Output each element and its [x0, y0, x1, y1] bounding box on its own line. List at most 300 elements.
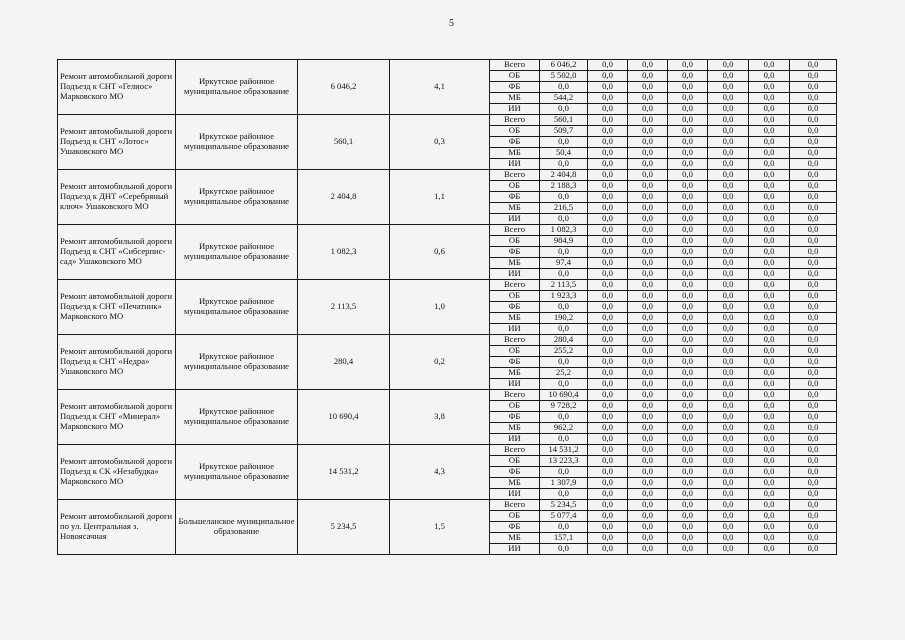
year-value: 0,0 [749, 489, 790, 500]
year-value: 0,0 [588, 522, 628, 533]
year-value: 0,0 [790, 258, 837, 269]
year-value: 0,0 [790, 467, 837, 478]
year-value: 0,0 [708, 500, 749, 511]
year-value: 0,0 [628, 390, 668, 401]
year-value: 0,0 [588, 423, 628, 434]
year-value: 0,0 [668, 379, 708, 390]
project-length: 1,1 [390, 170, 490, 225]
project-length: 1,0 [390, 280, 490, 335]
year-value: 0,0 [749, 368, 790, 379]
year-value: 0,0 [790, 500, 837, 511]
funding-source: ФБ [490, 412, 540, 423]
funding-source: ФБ [490, 247, 540, 258]
year-value: 0,0 [790, 236, 837, 247]
funding-total: 0,0 [540, 302, 588, 313]
year-value: 0,0 [708, 335, 749, 346]
funding-total: 962,2 [540, 423, 588, 434]
year-value: 0,0 [588, 93, 628, 104]
project-length: 1,5 [390, 500, 490, 555]
year-value: 0,0 [708, 544, 749, 555]
year-value: 0,0 [708, 434, 749, 445]
year-value: 0,0 [668, 401, 708, 412]
year-value: 0,0 [668, 148, 708, 159]
funding-source: Всего [490, 115, 540, 126]
year-value: 0,0 [708, 313, 749, 324]
year-value: 0,0 [628, 445, 668, 456]
year-value: 0,0 [790, 368, 837, 379]
year-value: 0,0 [628, 302, 668, 313]
table-row [58, 115, 837, 126]
project-length: 4,1 [390, 60, 490, 115]
year-value: 0,0 [749, 412, 790, 423]
year-value: 0,0 [790, 247, 837, 258]
funding-source: Всего [490, 445, 540, 456]
table-row [58, 170, 837, 181]
year-value: 0,0 [628, 82, 668, 93]
year-value: 0,0 [668, 269, 708, 280]
year-value: 0,0 [749, 104, 790, 115]
funding-source: ОБ [490, 71, 540, 82]
year-value: 0,0 [749, 445, 790, 456]
year-value: 0,0 [668, 71, 708, 82]
year-value: 0,0 [588, 60, 628, 71]
funding-source: ОБ [490, 346, 540, 357]
year-value: 0,0 [588, 181, 628, 192]
year-value: 0,0 [588, 148, 628, 159]
year-value: 0,0 [708, 225, 749, 236]
funding-source: Всего [490, 170, 540, 181]
year-value: 0,0 [749, 126, 790, 137]
project-organization: Иркутское районное муниципальное образование [176, 445, 298, 500]
funding-total: 9 728,2 [540, 401, 588, 412]
year-value: 0,0 [628, 379, 668, 390]
year-value: 0,0 [588, 71, 628, 82]
year-value: 0,0 [708, 390, 749, 401]
funding-total: 1 082,3 [540, 225, 588, 236]
year-value: 0,0 [790, 379, 837, 390]
year-value: 0,0 [708, 60, 749, 71]
year-value: 0,0 [749, 401, 790, 412]
year-value: 0,0 [749, 434, 790, 445]
year-value: 0,0 [749, 346, 790, 357]
year-value: 0,0 [749, 269, 790, 280]
year-value: 0,0 [668, 423, 708, 434]
year-value: 0,0 [668, 126, 708, 137]
funding-source: Всего [490, 390, 540, 401]
year-value: 0,0 [749, 71, 790, 82]
year-value: 0,0 [628, 500, 668, 511]
project-name: Ремонт автомобильной дороги Подъезд к СК «Незабудка» Марковского МО [58, 445, 176, 500]
year-value: 0,0 [588, 335, 628, 346]
year-value: 0,0 [708, 137, 749, 148]
year-value: 0,0 [588, 467, 628, 478]
year-value: 0,0 [588, 313, 628, 324]
year-value: 0,0 [668, 412, 708, 423]
funding-source: Всего [490, 225, 540, 236]
year-value: 0,0 [790, 302, 837, 313]
funding-source: ОБ [490, 291, 540, 302]
funding-source: МБ [490, 423, 540, 434]
year-value: 0,0 [790, 445, 837, 456]
year-value: 0,0 [668, 544, 708, 555]
year-value: 0,0 [790, 489, 837, 500]
funding-total: 1 307,9 [540, 478, 588, 489]
year-value: 0,0 [790, 71, 837, 82]
year-value: 0,0 [708, 346, 749, 357]
project-name: Ремонт автомобильной дороги Подъезд к СНТ «Сибсерпис-сад» Ушаковского МО [58, 225, 176, 280]
year-value: 0,0 [668, 291, 708, 302]
funding-source: ФБ [490, 522, 540, 533]
year-value: 0,0 [588, 346, 628, 357]
year-value: 0,0 [708, 148, 749, 159]
funding-total: 1 923,3 [540, 291, 588, 302]
year-value: 0,0 [628, 324, 668, 335]
project-length: 0,2 [390, 335, 490, 390]
table-row [58, 280, 837, 291]
year-value: 0,0 [749, 324, 790, 335]
funding-source: ФБ [490, 82, 540, 93]
year-value: 0,0 [668, 214, 708, 225]
year-value: 0,0 [790, 434, 837, 445]
year-value: 0,0 [628, 269, 668, 280]
year-value: 0,0 [588, 280, 628, 291]
year-value: 0,0 [708, 170, 749, 181]
funding-source: ИИ [490, 214, 540, 225]
year-value: 0,0 [588, 247, 628, 258]
funding-source: ИИ [490, 269, 540, 280]
year-value: 0,0 [749, 511, 790, 522]
year-value: 0,0 [790, 346, 837, 357]
year-value: 0,0 [749, 192, 790, 203]
year-value: 0,0 [668, 203, 708, 214]
year-value: 0,0 [588, 203, 628, 214]
project-organization: Большеланское муниципальное образование [176, 500, 298, 555]
funding-total: 216,5 [540, 203, 588, 214]
funding-source: Всего [490, 280, 540, 291]
year-value: 0,0 [588, 401, 628, 412]
year-value: 0,0 [749, 379, 790, 390]
year-value: 0,0 [749, 236, 790, 247]
year-value: 0,0 [588, 137, 628, 148]
funding-source: ФБ [490, 137, 540, 148]
year-value: 0,0 [708, 412, 749, 423]
year-value: 0,0 [668, 93, 708, 104]
year-value: 0,0 [749, 302, 790, 313]
year-value: 0,0 [668, 247, 708, 258]
funding-total: 50,4 [540, 148, 588, 159]
year-value: 0,0 [588, 412, 628, 423]
year-value: 0,0 [749, 313, 790, 324]
year-value: 0,0 [628, 335, 668, 346]
funding-source: МБ [490, 93, 540, 104]
year-value: 0,0 [749, 60, 790, 71]
project-name: Ремонт автомобильной дороги Подъезд к СНТ «Минерал» Марковского МО [58, 390, 176, 445]
funding-source: ИИ [490, 104, 540, 115]
year-value: 0,0 [628, 93, 668, 104]
funding-table [57, 59, 837, 555]
year-value: 0,0 [790, 137, 837, 148]
year-value: 0,0 [588, 324, 628, 335]
funding-total: 0,0 [540, 247, 588, 258]
year-value: 0,0 [790, 423, 837, 434]
year-value: 0,0 [668, 82, 708, 93]
year-value: 0,0 [628, 434, 668, 445]
funding-source: МБ [490, 368, 540, 379]
year-value: 0,0 [668, 467, 708, 478]
year-value: 0,0 [628, 456, 668, 467]
funding-total: 255,2 [540, 346, 588, 357]
year-value: 0,0 [790, 181, 837, 192]
year-value: 0,0 [668, 159, 708, 170]
year-value: 0,0 [588, 82, 628, 93]
funding-total: 0,0 [540, 379, 588, 390]
funding-source: ИИ [490, 379, 540, 390]
year-value: 0,0 [588, 434, 628, 445]
project-organization: Иркутское районное муниципальное образование [176, 280, 298, 335]
year-value: 0,0 [708, 82, 749, 93]
funding-source: ИИ [490, 324, 540, 335]
year-value: 0,0 [708, 159, 749, 170]
year-value: 0,0 [588, 478, 628, 489]
project-length: 3,8 [390, 390, 490, 445]
year-value: 0,0 [749, 115, 790, 126]
project-name: Ремонт автомобильной дороги Подъезд к СНТ «Печатник» Марковского МО [58, 280, 176, 335]
year-value: 0,0 [708, 533, 749, 544]
year-value: 0,0 [749, 82, 790, 93]
year-value: 0,0 [588, 225, 628, 236]
year-value: 0,0 [668, 236, 708, 247]
funding-total: 509,7 [540, 126, 588, 137]
year-value: 0,0 [668, 335, 708, 346]
year-value: 0,0 [790, 170, 837, 181]
year-value: 0,0 [790, 291, 837, 302]
year-value: 0,0 [628, 225, 668, 236]
funding-source: ОБ [490, 401, 540, 412]
year-value: 0,0 [790, 412, 837, 423]
year-value: 0,0 [588, 104, 628, 115]
year-value: 0,0 [668, 170, 708, 181]
year-value: 0,0 [790, 82, 837, 93]
project-length: 0,3 [390, 115, 490, 170]
year-value: 0,0 [628, 236, 668, 247]
year-value: 0,0 [749, 159, 790, 170]
funding-total: 13 223,3 [540, 456, 588, 467]
year-value: 0,0 [790, 159, 837, 170]
year-value: 0,0 [749, 148, 790, 159]
project-cost: 2 404,8 [298, 170, 390, 225]
project-organization: Иркутское районное муниципальное образование [176, 390, 298, 445]
year-value: 0,0 [790, 401, 837, 412]
year-value: 0,0 [668, 115, 708, 126]
year-value: 0,0 [588, 489, 628, 500]
project-cost: 560,1 [298, 115, 390, 170]
year-value: 0,0 [790, 214, 837, 225]
year-value: 0,0 [708, 456, 749, 467]
project-organization: Иркутское районное муниципальное образование [176, 170, 298, 225]
year-value: 0,0 [790, 203, 837, 214]
year-value: 0,0 [668, 104, 708, 115]
funding-source: ФБ [490, 467, 540, 478]
funding-total: 2 404,8 [540, 170, 588, 181]
year-value: 0,0 [790, 478, 837, 489]
year-value: 0,0 [668, 346, 708, 357]
year-value: 0,0 [790, 225, 837, 236]
year-value: 0,0 [628, 71, 668, 82]
funding-total: 5 077,4 [540, 511, 588, 522]
year-value: 0,0 [708, 511, 749, 522]
year-value: 0,0 [588, 302, 628, 313]
funding-total: 0,0 [540, 522, 588, 533]
year-value: 0,0 [749, 170, 790, 181]
year-value: 0,0 [708, 489, 749, 500]
year-value: 0,0 [668, 489, 708, 500]
project-name: Ремонт автомобильной дороги Подъезд к СНТ «Недра» Ушаковского МО [58, 335, 176, 390]
funding-total: 0,0 [540, 467, 588, 478]
year-value: 0,0 [628, 346, 668, 357]
year-value: 0,0 [628, 181, 668, 192]
year-value: 0,0 [668, 522, 708, 533]
year-value: 0,0 [790, 115, 837, 126]
year-value: 0,0 [668, 478, 708, 489]
year-value: 0,0 [708, 214, 749, 225]
year-value: 0,0 [588, 214, 628, 225]
project-cost: 10 690,4 [298, 390, 390, 445]
project-organization: Иркутское районное муниципальное образование [176, 335, 298, 390]
year-value: 0,0 [708, 181, 749, 192]
year-value: 0,0 [668, 181, 708, 192]
year-value: 0,0 [749, 93, 790, 104]
project-organization: Иркутское районное муниципальное образование [176, 60, 298, 115]
year-value: 0,0 [588, 511, 628, 522]
year-value: 0,0 [668, 60, 708, 71]
year-value: 0,0 [628, 258, 668, 269]
year-value: 0,0 [708, 280, 749, 291]
year-value: 0,0 [749, 478, 790, 489]
year-value: 0,0 [628, 203, 668, 214]
year-value: 0,0 [749, 357, 790, 368]
table-body [58, 60, 837, 555]
year-value: 0,0 [668, 390, 708, 401]
year-value: 0,0 [708, 104, 749, 115]
year-value: 0,0 [749, 291, 790, 302]
year-value: 0,0 [588, 291, 628, 302]
year-value: 0,0 [790, 313, 837, 324]
year-value: 0,0 [588, 456, 628, 467]
year-value: 0,0 [668, 137, 708, 148]
year-value: 0,0 [668, 280, 708, 291]
year-value: 0,0 [790, 522, 837, 533]
year-value: 0,0 [749, 390, 790, 401]
project-cost: 2 113,5 [298, 280, 390, 335]
year-value: 0,0 [790, 192, 837, 203]
year-value: 0,0 [790, 390, 837, 401]
project-cost: 280,4 [298, 335, 390, 390]
year-value: 0,0 [749, 500, 790, 511]
year-value: 0,0 [668, 225, 708, 236]
project-length: 0,6 [390, 225, 490, 280]
funding-source: ФБ [490, 302, 540, 313]
funding-source: ФБ [490, 357, 540, 368]
funding-source: ИИ [490, 434, 540, 445]
year-value: 0,0 [708, 258, 749, 269]
year-value: 0,0 [708, 368, 749, 379]
funding-source: Всего [490, 500, 540, 511]
year-value: 0,0 [668, 511, 708, 522]
funding-total: 2 113,5 [540, 280, 588, 291]
funding-total: 280,4 [540, 335, 588, 346]
year-value: 0,0 [749, 423, 790, 434]
table-row [58, 445, 837, 456]
year-value: 0,0 [588, 445, 628, 456]
funding-source: МБ [490, 203, 540, 214]
year-value: 0,0 [708, 379, 749, 390]
year-value: 0,0 [749, 544, 790, 555]
year-value: 0,0 [708, 93, 749, 104]
year-value: 0,0 [749, 247, 790, 258]
table-row [58, 225, 837, 236]
funding-total: 984,9 [540, 236, 588, 247]
year-value: 0,0 [668, 324, 708, 335]
year-value: 0,0 [588, 544, 628, 555]
funding-total: 6 046,2 [540, 60, 588, 71]
project-cost: 1 082,3 [298, 225, 390, 280]
funding-source: МБ [490, 148, 540, 159]
funding-total: 14 531,2 [540, 445, 588, 456]
funding-total: 0,0 [540, 357, 588, 368]
year-value: 0,0 [708, 236, 749, 247]
funding-total: 97,4 [540, 258, 588, 269]
funding-total: 0,0 [540, 104, 588, 115]
funding-source: ОБ [490, 236, 540, 247]
year-value: 0,0 [628, 192, 668, 203]
year-value: 0,0 [628, 170, 668, 181]
funding-source: Всего [490, 335, 540, 346]
project-organization: Иркутское районное муниципальное образование [176, 225, 298, 280]
year-value: 0,0 [708, 423, 749, 434]
year-value: 0,0 [790, 60, 837, 71]
year-value: 0,0 [708, 302, 749, 313]
funding-source: ОБ [490, 456, 540, 467]
project-cost: 14 531,2 [298, 445, 390, 500]
year-value: 0,0 [668, 533, 708, 544]
year-value: 0,0 [628, 148, 668, 159]
year-value: 0,0 [708, 478, 749, 489]
year-value: 0,0 [628, 544, 668, 555]
year-value: 0,0 [749, 258, 790, 269]
funding-total: 0,0 [540, 544, 588, 555]
funding-total: 0,0 [540, 192, 588, 203]
funding-total: 0,0 [540, 214, 588, 225]
year-value: 0,0 [588, 368, 628, 379]
year-value: 0,0 [668, 456, 708, 467]
funding-source: ОБ [490, 126, 540, 137]
year-value: 0,0 [790, 357, 837, 368]
year-value: 0,0 [588, 170, 628, 181]
year-value: 0,0 [790, 93, 837, 104]
year-value: 0,0 [628, 412, 668, 423]
year-value: 0,0 [588, 533, 628, 544]
year-value: 0,0 [628, 115, 668, 126]
year-value: 0,0 [668, 434, 708, 445]
year-value: 0,0 [749, 335, 790, 346]
year-value: 0,0 [628, 533, 668, 544]
year-value: 0,0 [749, 225, 790, 236]
funding-total: 10 690,4 [540, 390, 588, 401]
year-value: 0,0 [588, 500, 628, 511]
year-value: 0,0 [749, 181, 790, 192]
table-row [58, 60, 837, 71]
year-value: 0,0 [588, 115, 628, 126]
